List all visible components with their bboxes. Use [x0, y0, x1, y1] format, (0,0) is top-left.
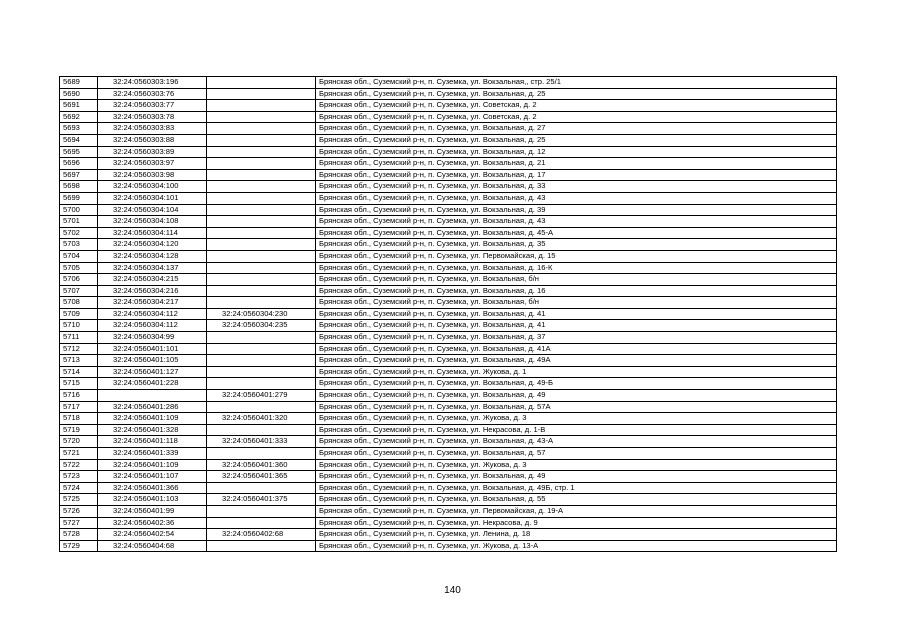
parent-cadastral-number-cell [207, 355, 316, 367]
parent-cadastral-number-cell [207, 146, 316, 158]
cadastral-number-cell: 32:24:0560304:114 [98, 227, 207, 239]
address-cell: Брянская обл., Суземский р-н, п. Суземка, ул. Вокзальная, д. 49 [316, 471, 837, 483]
cadastral-number-cell: 32:24:0560303:98 [98, 169, 207, 181]
table-row [60, 250, 837, 262]
cadastral-number-cell: 32:24:0560401:107 [98, 471, 207, 483]
row-number-cell: 5689 [60, 77, 98, 89]
address-cell: Брянская обл., Суземский р-н, п. Суземка, ул. Вокзальная, д. 57 [316, 448, 837, 460]
address-cell: Брянская обл., Суземский р-н, п. Суземка, ул. Вокзальная, д. 35 [316, 239, 837, 251]
table-row [60, 494, 837, 506]
parent-cadastral-number-cell [207, 332, 316, 344]
address-cell: Брянская обл., Суземский р-н, п. Суземка, ул. Вокзальная, д. 25 [316, 88, 837, 100]
table-row [60, 169, 837, 181]
table-row [60, 123, 837, 135]
cadastral-number-cell: 32:24:0560401:366 [98, 482, 207, 494]
table-row [60, 517, 837, 529]
parent-cadastral-number-cell [207, 401, 316, 413]
parent-cadastral-number-cell [207, 100, 316, 112]
parent-cadastral-number-cell [207, 77, 316, 89]
row-number-cell: 5716 [60, 390, 98, 402]
row-number-cell: 5691 [60, 100, 98, 112]
parent-cadastral-number-cell [207, 192, 316, 204]
table-row [60, 529, 837, 541]
address-cell: Брянская обл., Суземский р-н, п. Суземка, ул. Вокзальная, д. 41А [316, 343, 837, 355]
table-row [60, 401, 837, 413]
table-row [60, 459, 837, 471]
row-number-cell: 5706 [60, 274, 98, 286]
parent-cadastral-number-cell [207, 448, 316, 460]
cadastral-number-cell: 32:24:0560304:217 [98, 297, 207, 309]
row-number-cell: 5698 [60, 181, 98, 193]
table-row [60, 111, 837, 123]
row-number-cell: 5729 [60, 540, 98, 552]
cadastral-number-cell: 32:24:0560304:128 [98, 250, 207, 262]
cadastral-number-cell: 32:24:0560401:339 [98, 448, 207, 460]
parent-cadastral-number-cell [207, 123, 316, 135]
parent-cadastral-number-cell [207, 517, 316, 529]
cadastral-number-cell: 32:24:0560401:109 [98, 459, 207, 471]
cadastral-number-cell: 32:24:0560401:101 [98, 343, 207, 355]
parent-cadastral-number-cell: 32:24:0560304:230 [207, 308, 316, 320]
row-number-cell: 5700 [60, 204, 98, 216]
parent-cadastral-number-cell [207, 285, 316, 297]
property-registry-table [59, 76, 837, 552]
address-cell: Брянская обл., Суземский р-н, п. Суземка, ул. Советская, д. 2 [316, 100, 837, 112]
address-cell: Брянская обл., Суземский р-н, п. Суземка, ул. Вокзальная, д. 41 [316, 320, 837, 332]
cadastral-number-cell: 32:24:0560303:97 [98, 158, 207, 170]
table-row [60, 227, 837, 239]
row-number-cell: 5702 [60, 227, 98, 239]
cadastral-number-cell: 32:24:0560401:109 [98, 413, 207, 425]
parent-cadastral-number-cell [207, 250, 316, 262]
address-cell: Брянская обл., Суземский р-н, п. Суземка, ул. Вокзальная, д. 16-К [316, 262, 837, 274]
table-row [60, 355, 837, 367]
cadastral-number-cell: 32:24:0560304:99 [98, 332, 207, 344]
table-row [60, 100, 837, 112]
table-row [60, 216, 837, 228]
address-cell: Брянская обл., Суземский р-н, п. Суземка, ул. Вокзальная, д. 39 [316, 204, 837, 216]
row-number-cell: 5708 [60, 297, 98, 309]
row-number-cell: 5693 [60, 123, 98, 135]
cadastral-number-cell: 32:24:0560401:103 [98, 494, 207, 506]
row-number-cell: 5709 [60, 308, 98, 320]
address-cell: Брянская обл., Суземский р-н, п. Суземка, ул. Вокзальная, д. 49 [316, 390, 837, 402]
table-row [60, 134, 837, 146]
page-number: 140 [444, 585, 461, 596]
row-number-cell: 5703 [60, 239, 98, 251]
row-number-cell: 5726 [60, 505, 98, 517]
parent-cadastral-number-cell [207, 540, 316, 552]
cadastral-number-cell: 32:24:0560401:328 [98, 424, 207, 436]
parent-cadastral-number-cell: 32:24:0560401:360 [207, 459, 316, 471]
parent-cadastral-number-cell [207, 111, 316, 123]
address-cell: Брянская обл., Суземский р-н, п. Суземка, ул. Вокзальная, д. 43 [316, 216, 837, 228]
address-cell: Брянская обл., Суземский р-н, п. Суземка, ул. Вокзальная, д. 43-А [316, 436, 837, 448]
parent-cadastral-number-cell [207, 204, 316, 216]
address-cell: Брянская обл., Суземский р-н, п. Суземка, ул. Вокзальная, д. 45-А [316, 227, 837, 239]
parent-cadastral-number-cell: 32:24:0560402:68 [207, 529, 316, 541]
table-row [60, 378, 837, 390]
parent-cadastral-number-cell: 32:24:0560401:320 [207, 413, 316, 425]
parent-cadastral-number-cell [207, 366, 316, 378]
parent-cadastral-number-cell [207, 216, 316, 228]
cadastral-number-cell: 32:24:0560402:36 [98, 517, 207, 529]
parent-cadastral-number-cell [207, 239, 316, 251]
cadastral-number-cell: 32:24:0560303:77 [98, 100, 207, 112]
table-row [60, 540, 837, 552]
parent-cadastral-number-cell: 32:24:0560401:333 [207, 436, 316, 448]
cadastral-number-cell: 32:24:0560303:78 [98, 111, 207, 123]
cadastral-number-cell: 32:24:0560401:286 [98, 401, 207, 413]
table-row [60, 471, 837, 483]
cadastral-number-cell: 32:24:0560401:127 [98, 366, 207, 378]
address-cell: Брянская обл., Суземский р-н, п. Суземка, ул. Вокзальная, д. 16 [316, 285, 837, 297]
row-number-cell: 5724 [60, 482, 98, 494]
row-number-cell: 5710 [60, 320, 98, 332]
address-cell: Брянская обл., Суземский р-н, п. Суземка, ул. Первомайская, д. 15 [316, 250, 837, 262]
address-cell: Брянская обл., Суземский р-н, п. Суземка, ул. Вокзальная, д. 17 [316, 169, 837, 181]
parent-cadastral-number-cell [207, 227, 316, 239]
cadastral-number-cell: 32:24:0560304:108 [98, 216, 207, 228]
row-number-cell: 5720 [60, 436, 98, 448]
cadastral-number-cell: 32:24:0560404:68 [98, 540, 207, 552]
address-cell: Брянская обл., Суземский р-н, п. Суземка, ул. Вокзальная, д. 37 [316, 332, 837, 344]
parent-cadastral-number-cell [207, 158, 316, 170]
table-row [60, 285, 837, 297]
row-number-cell: 5712 [60, 343, 98, 355]
address-cell: Брянская обл., Суземский р-н, п. Суземка, ул. Жукова, д. 13-А [316, 540, 837, 552]
parent-cadastral-number-cell: 32:24:0560401:279 [207, 390, 316, 402]
table-row [60, 239, 837, 251]
row-number-cell: 5727 [60, 517, 98, 529]
parent-cadastral-number-cell [207, 297, 316, 309]
table-row [60, 88, 837, 100]
parent-cadastral-number-cell [207, 378, 316, 390]
table-row [60, 436, 837, 448]
table-row [60, 390, 837, 402]
table-row [60, 158, 837, 170]
address-cell: Брянская обл., Суземский р-н, п. Суземка, ул. Вокзальная, д. 49-Б [316, 378, 837, 390]
cadastral-number-cell: 32:24:0560304:104 [98, 204, 207, 216]
row-number-cell: 5695 [60, 146, 98, 158]
row-number-cell: 5723 [60, 471, 98, 483]
address-cell: Брянская обл., Суземский р-н, п. Суземка, ул. Вокзальная, д. 55 [316, 494, 837, 506]
cadastral-number-cell [98, 390, 207, 402]
cadastral-number-cell: 32:24:0560304:100 [98, 181, 207, 193]
cadastral-number-cell: 32:24:0560304:216 [98, 285, 207, 297]
parent-cadastral-number-cell [207, 482, 316, 494]
parent-cadastral-number-cell [207, 343, 316, 355]
parent-cadastral-number-cell: 32:24:0560304:235 [207, 320, 316, 332]
cadastral-number-cell: 32:24:0560304:112 [98, 308, 207, 320]
address-cell: Брянская обл., Суземский р-н, п. Суземка, ул. Первомайская, д. 19-А [316, 505, 837, 517]
address-cell: Брянская обл., Суземский р-н, п. Суземка, ул. Советская, д. 2 [316, 111, 837, 123]
row-number-cell: 5714 [60, 366, 98, 378]
table-row [60, 297, 837, 309]
address-cell: Брянская обл., Суземский р-н, п. Суземка, ул. Жукова, д. 1 [316, 366, 837, 378]
cadastral-number-cell: 32:24:0560304:215 [98, 274, 207, 286]
cadastral-number-cell: 32:24:0560401:118 [98, 436, 207, 448]
cadastral-number-cell: 32:24:0560303:83 [98, 123, 207, 135]
cadastral-number-cell: 32:24:0560304:101 [98, 192, 207, 204]
table-row [60, 332, 837, 344]
row-number-cell: 5713 [60, 355, 98, 367]
row-number-cell: 5705 [60, 262, 98, 274]
parent-cadastral-number-cell [207, 134, 316, 146]
address-cell: Брянская обл., Суземский р-н, п. Суземка, ул. Вокзальная, д. 33 [316, 181, 837, 193]
row-number-cell: 5704 [60, 250, 98, 262]
address-cell: Брянская обл., Суземский р-н, п. Суземка, ул. Ленина, д. 18 [316, 529, 837, 541]
address-cell: Брянская обл., Суземский р-н, п. Суземка, ул. Вокзальная, д. 41 [316, 308, 837, 320]
address-cell: Брянская обл., Суземский р-н, п. Суземка, ул. Вокзальная, д. 25 [316, 134, 837, 146]
address-cell: Брянская обл., Суземский р-н, п. Суземка, ул. Вокзальная, д. 21 [316, 158, 837, 170]
table-row [60, 146, 837, 158]
row-number-cell: 5690 [60, 88, 98, 100]
table-row [60, 181, 837, 193]
table-row [60, 366, 837, 378]
table-row [60, 482, 837, 494]
row-number-cell: 5701 [60, 216, 98, 228]
row-number-cell: 5715 [60, 378, 98, 390]
registry-table-body [60, 77, 837, 552]
cadastral-number-cell: 32:24:0560303:88 [98, 134, 207, 146]
table-row [60, 262, 837, 274]
parent-cadastral-number-cell [207, 424, 316, 436]
table-row [60, 77, 837, 89]
address-cell: Брянская обл., Суземский р-н, п. Суземка, ул. Вокзальная, б/н [316, 297, 837, 309]
address-cell: Брянская обл., Суземский р-н, п. Суземка, ул. Жукова, д. 3 [316, 459, 837, 471]
table-row [60, 308, 837, 320]
row-number-cell: 5711 [60, 332, 98, 344]
parent-cadastral-number-cell [207, 505, 316, 517]
table-row [60, 204, 837, 216]
cadastral-number-cell: 32:24:0560304:112 [98, 320, 207, 332]
table-row [60, 274, 837, 286]
row-number-cell: 5725 [60, 494, 98, 506]
address-cell: Брянская обл., Суземский р-н, п. Суземка, ул. Некрасова, д. 9 [316, 517, 837, 529]
row-number-cell: 5699 [60, 192, 98, 204]
table-row [60, 413, 837, 425]
address-cell: Брянская обл., Суземский р-н, п. Суземка, ул. Вокзальная, д. 12 [316, 146, 837, 158]
address-cell: Брянская обл., Суземский р-н, п. Суземка, ул. Вокзальная, д. 49А [316, 355, 837, 367]
row-number-cell: 5692 [60, 111, 98, 123]
cadastral-number-cell: 32:24:0560304:120 [98, 239, 207, 251]
address-cell: Брянская обл., Суземский р-н, п. Суземка, ул. Некрасова, д. 1-В [316, 424, 837, 436]
address-cell: Брянская обл., Суземский р-н, п. Суземка, ул. Вокзальная, д. 49Б, стр. 1 [316, 482, 837, 494]
row-number-cell: 5722 [60, 459, 98, 471]
address-cell: Брянская обл., Суземский р-н, п. Суземка, ул. Вокзальная, д. 27 [316, 123, 837, 135]
cadastral-number-cell: 32:24:0560303:76 [98, 88, 207, 100]
table-row [60, 424, 837, 436]
address-cell: Брянская обл., Суземский р-н, п. Суземка, ул. Жукова, д. 3 [316, 413, 837, 425]
cadastral-number-cell: 32:24:0560401:99 [98, 505, 207, 517]
address-cell: Брянская обл., Суземский р-н, п. Суземка, ул. Вокзальная, д. 43 [316, 192, 837, 204]
cadastral-number-cell: 32:24:0560401:228 [98, 378, 207, 390]
cadastral-number-cell: 32:24:0560401:105 [98, 355, 207, 367]
parent-cadastral-number-cell: 32:24:0560401:375 [207, 494, 316, 506]
cadastral-number-cell: 32:24:0560303:89 [98, 146, 207, 158]
row-number-cell: 5697 [60, 169, 98, 181]
row-number-cell: 5707 [60, 285, 98, 297]
row-number-cell: 5718 [60, 413, 98, 425]
parent-cadastral-number-cell [207, 262, 316, 274]
table-row [60, 320, 837, 332]
row-number-cell: 5694 [60, 134, 98, 146]
parent-cadastral-number-cell [207, 169, 316, 181]
address-cell: Брянская обл., Суземский р-н, п. Суземка, ул. Вокзальная, б/н [316, 274, 837, 286]
table-row [60, 343, 837, 355]
parent-cadastral-number-cell [207, 274, 316, 286]
row-number-cell: 5719 [60, 424, 98, 436]
parent-cadastral-number-cell: 32:24:0560401:365 [207, 471, 316, 483]
row-number-cell: 5721 [60, 448, 98, 460]
cadastral-number-cell: 32:24:0560303:196 [98, 77, 207, 89]
table-row [60, 448, 837, 460]
table-row [60, 505, 837, 517]
address-cell: Брянская обл., Суземский р-н, п. Суземка, ул. Вокзальная, д. 57А [316, 401, 837, 413]
parent-cadastral-number-cell [207, 88, 316, 100]
cadastral-number-cell: 32:24:0560402:54 [98, 529, 207, 541]
row-number-cell: 5696 [60, 158, 98, 170]
address-cell: Брянская обл., Суземский р-н, п. Суземка, ул. Вокзальная,, стр. 25/1 [316, 77, 837, 89]
cadastral-number-cell: 32:24:0560304:137 [98, 262, 207, 274]
row-number-cell: 5717 [60, 401, 98, 413]
parent-cadastral-number-cell [207, 181, 316, 193]
table-row [60, 192, 837, 204]
row-number-cell: 5728 [60, 529, 98, 541]
